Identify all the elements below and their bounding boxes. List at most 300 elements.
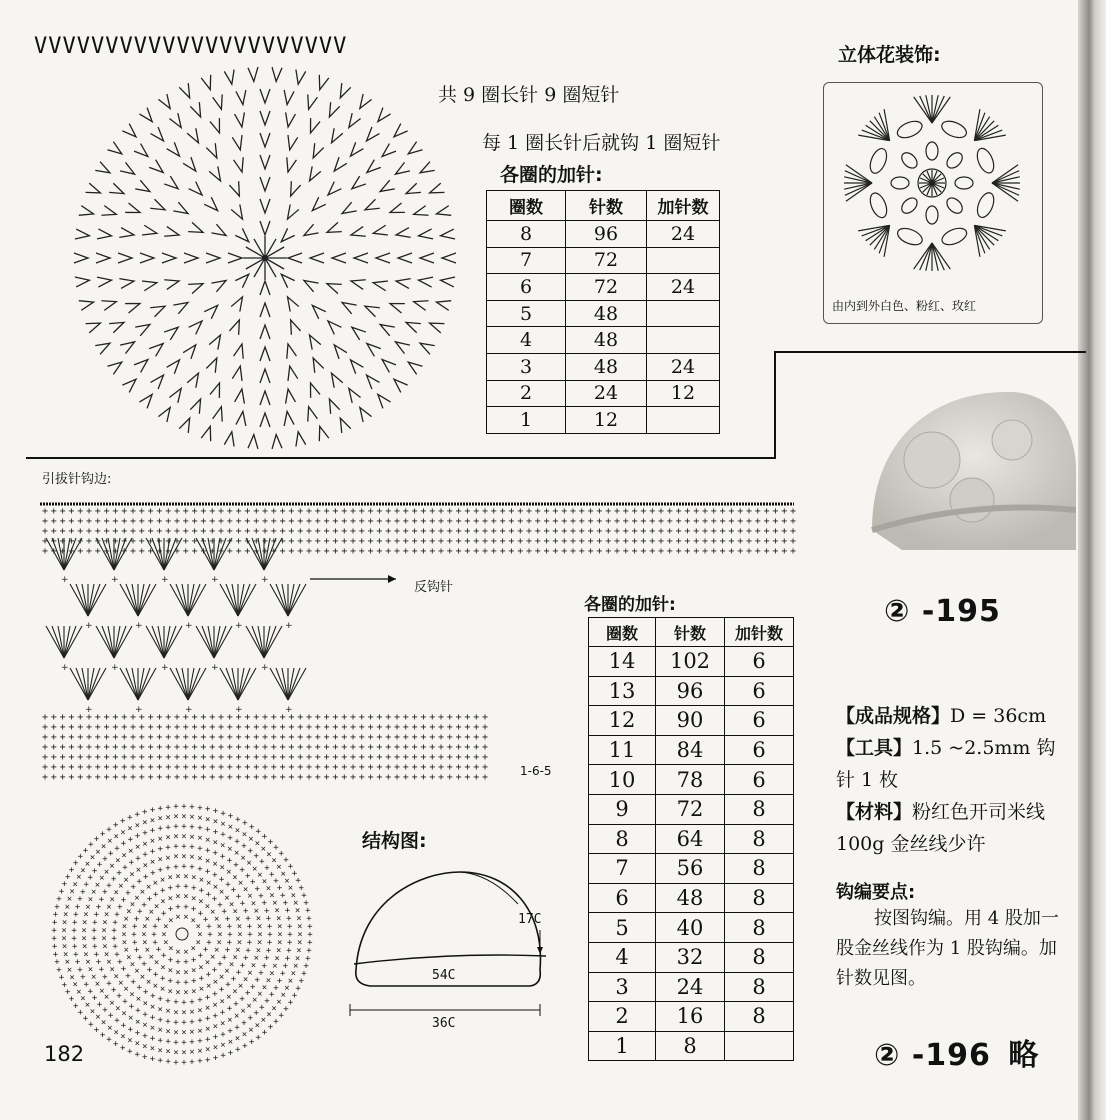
spec-block (836, 700, 1076, 860)
sc-mark: + (112, 506, 119, 517)
round-stitch-mark: × (266, 850, 272, 861)
round-stitch-mark: × (103, 867, 110, 878)
sc-mark: + (59, 752, 66, 763)
sc-mark: + (367, 506, 374, 517)
cell-round: 10 (589, 765, 656, 795)
sc-mark: + (200, 772, 207, 783)
round-stitch-mark: + (58, 972, 65, 983)
round-stitch-mark: × (265, 883, 272, 894)
round-stitch-mark: × (76, 872, 82, 883)
sc-mark: + (138, 752, 145, 763)
sc-mark: + (42, 722, 49, 733)
fan-stitch (252, 626, 264, 658)
cell-round: 8 (487, 221, 566, 248)
round-stitch-mark: + (175, 957, 181, 968)
sc-mark: + (103, 742, 110, 753)
round-stitch-mark: + (306, 914, 312, 925)
sc-mark: + (103, 712, 110, 723)
round-stitch-mark: + (197, 908, 204, 919)
round-stitch-mark: + (239, 865, 245, 876)
sc-mark: + (138, 762, 145, 773)
sc-mark: + (394, 762, 401, 773)
round-stitch-mark: + (155, 914, 162, 925)
round-stitch-mark: + (127, 1024, 134, 1035)
round-stitch-mark: + (157, 1035, 163, 1046)
sc-mark: + (297, 722, 304, 733)
v-stitch (378, 180, 395, 196)
sc-mark: + (367, 536, 374, 547)
sc-mark: + (50, 722, 57, 733)
sc-mark: + (253, 712, 260, 723)
round-stitch-mark: + (247, 1013, 253, 1024)
sc-mark: + (411, 732, 418, 743)
round-stitch-mark: + (242, 1041, 248, 1052)
sc-mark: + (191, 546, 198, 557)
sc-mark: + (50, 732, 57, 743)
round-stitch-mark: + (56, 894, 62, 905)
sc-mark: + (622, 536, 629, 547)
sc-mark: + (473, 772, 480, 783)
round-stitch-mark: × (183, 947, 189, 958)
round-stitch-mark: + (197, 1016, 203, 1027)
sc-mark: + (262, 526, 269, 537)
round-stitch-mark: × (237, 878, 244, 889)
cell-increase: 6 (725, 735, 794, 765)
round-stitch-mark: × (227, 822, 234, 833)
v-stitch (305, 333, 321, 350)
round-stitch-mark: × (213, 945, 220, 956)
sc-mark: + (306, 732, 313, 743)
sc-mark: + (244, 742, 251, 753)
round-stitch-mark: × (198, 984, 205, 995)
sc-mark: + (446, 722, 453, 733)
round-stitch-mark: × (61, 934, 67, 944)
round-stitch-mark: + (135, 853, 141, 864)
round-stitch-mark: × (254, 839, 261, 850)
sc-mark: + (218, 772, 225, 783)
round-stitch-mark: + (248, 822, 255, 833)
sc-mark: + (50, 506, 57, 517)
round-stitch-mark: + (261, 961, 267, 972)
round-stitch-mark: + (165, 863, 171, 874)
cell-round: 5 (589, 913, 656, 943)
round-stitch-mark: + (159, 886, 166, 896)
round-stitch-mark: × (165, 812, 171, 823)
sc-mark: + (262, 712, 269, 723)
round-stitch-mark: × (66, 894, 73, 905)
sc-mark: + (59, 762, 66, 773)
table-row (589, 883, 794, 913)
sc-mark: + (86, 506, 93, 517)
round-stitch-mark: + (167, 883, 173, 894)
round-stitch-mark: × (190, 944, 196, 955)
sc-mark: + (552, 506, 559, 517)
sc-mark: + (306, 772, 313, 783)
sc-mark: + (367, 762, 374, 773)
round-stitch-mark: + (128, 858, 135, 869)
sc-mark: + (341, 546, 348, 557)
round-stitch-mark: × (217, 930, 223, 940)
v-stitch (288, 253, 302, 263)
sc-mark: + (719, 506, 726, 517)
sc-mark: + (130, 712, 137, 723)
sc-mark: + (402, 536, 409, 547)
round-stitch-mark: × (109, 998, 115, 1009)
cell-stitches: 84 (656, 735, 725, 765)
round-stitch-mark: × (87, 894, 94, 905)
sc-mark: + (631, 516, 638, 527)
round-stitch-mark: × (197, 1026, 203, 1037)
v-stitch (235, 271, 252, 288)
v-stitch (379, 144, 396, 161)
round-stitch-mark: × (204, 1003, 211, 1014)
sc-mark: + (693, 506, 700, 517)
round-stitch-mark: × (189, 852, 195, 863)
sc-mark: + (297, 752, 304, 763)
sc-mark: + (253, 516, 260, 527)
cell-round: 2 (589, 1002, 656, 1032)
round-stitch-mark: + (284, 953, 291, 964)
round-stitch-mark: + (276, 883, 283, 894)
round-stitch-mark: × (90, 972, 97, 983)
round-stitch-mark: × (175, 987, 181, 998)
round-stitch-mark: + (242, 818, 248, 829)
sc-mark: + (455, 722, 462, 733)
hat-photo (862, 380, 1076, 550)
v-stitch (173, 202, 190, 218)
header-increase: 加针数 (647, 191, 720, 221)
v-stitch (282, 411, 294, 426)
sc-mark: + (244, 526, 251, 537)
v-stitch (228, 253, 242, 263)
v-stitch (96, 253, 110, 263)
sc-mark: + (323, 742, 330, 753)
sc-mark: + (658, 506, 665, 517)
sc-mark: + (614, 526, 621, 537)
sc-mark: + (270, 772, 277, 783)
round-stitch-mark: × (257, 870, 263, 881)
v-stitch (271, 67, 282, 82)
sc-mark: + (614, 536, 621, 547)
sc-mark: + (86, 732, 93, 743)
round-stitch-mark: × (181, 852, 187, 862)
sc-mark: + (350, 516, 357, 527)
sc-mark: + (385, 516, 392, 527)
round-stitch-mark: × (197, 833, 203, 844)
v-stitch (134, 144, 151, 161)
round-stitch-mark: + (133, 945, 140, 956)
sc-mark: + (218, 762, 225, 773)
sc-mark: + (50, 772, 57, 783)
sc-mark: + (605, 546, 612, 557)
round-stitch-mark: × (246, 1001, 252, 1012)
flower-middle-loop (974, 146, 997, 175)
sc-mark: + (288, 526, 295, 537)
round-stitch-mark: × (159, 984, 166, 995)
sc-mark: + (226, 526, 233, 537)
sc-mark: + (631, 506, 638, 517)
sc-mark: + (385, 742, 392, 753)
sc-mark: + (218, 516, 225, 527)
v-stitch (345, 113, 361, 130)
round-stitch-mark: × (127, 1013, 134, 1024)
round-stitch-mark: × (129, 960, 136, 971)
sc-mark: + (182, 762, 189, 773)
round-stitch-mark: + (77, 965, 83, 976)
round-stitch-mark: + (173, 862, 179, 873)
v-stitch (97, 229, 112, 241)
sc-mark: + (394, 752, 401, 763)
sc-mark: + (508, 526, 515, 537)
sc-mark: + (103, 536, 110, 547)
v-stitch (345, 386, 361, 403)
sc-mark: + (218, 546, 225, 557)
sc-mark: + (420, 546, 427, 557)
sc-mark: + (94, 752, 101, 763)
round-stitch-mark: + (197, 864, 203, 875)
sc-mark: + (420, 526, 427, 537)
v-stitch (309, 143, 324, 160)
round-stitch-mark: × (242, 884, 249, 895)
round-stitch-mark: + (137, 952, 143, 963)
round-stitch-mark: + (282, 961, 289, 972)
sc-mark: + (112, 516, 119, 527)
v-stitch (236, 90, 248, 105)
slip-stitch-label: 引拔针钩边: (42, 472, 112, 487)
round-stitch-mark: × (212, 1000, 218, 1011)
sc-mark: + (297, 546, 304, 557)
sc-mark: + (244, 732, 251, 743)
round-stitch-mark: + (241, 841, 247, 852)
sc-mark: + (473, 742, 480, 753)
round-stitch-mark: × (296, 945, 302, 956)
v-stitch (420, 253, 434, 263)
cell-round: 2 (487, 380, 566, 407)
round-stitch-mark: + (291, 868, 298, 879)
round-stitch-mark: + (204, 993, 211, 1003)
round-stitch-mark: + (303, 898, 309, 909)
v-stitch (150, 302, 167, 317)
sc-mark: + (244, 506, 251, 517)
round-stitch-mark: × (235, 945, 241, 956)
round-stitch-mark: + (117, 957, 123, 968)
sc-mark: + (253, 526, 260, 537)
round-stitch-mark: + (181, 802, 187, 812)
round-stitch-mark: + (283, 1004, 289, 1015)
sc-mark: + (473, 722, 480, 733)
round-stitch-mark: + (92, 918, 98, 928)
flower-inner-petal (944, 150, 965, 171)
round-stitch-mark: + (131, 930, 137, 940)
sc-mark: + (341, 772, 348, 783)
cell-increase: 6 (725, 706, 794, 736)
round-stitch-mark: × (218, 887, 225, 898)
fan-stitch (138, 584, 150, 616)
v-stitch (293, 69, 305, 85)
round-stitch-mark: + (189, 1017, 195, 1028)
round-stitch-mark: × (157, 1025, 163, 1036)
sc-mark: + (156, 752, 163, 763)
sc-mark: + (226, 732, 233, 743)
round-stitch-mark: + (212, 848, 218, 859)
v-stitch (189, 317, 206, 334)
v-stitch (364, 160, 381, 177)
sc-mark: + (561, 546, 568, 557)
round-stitch-mark: × (142, 861, 149, 872)
sc-mark: + (314, 516, 321, 527)
v-stitch (325, 102, 340, 119)
sc-mark: + (358, 772, 365, 783)
round-stitch-mark: + (135, 1006, 141, 1017)
round-stitch-mark: × (134, 1039, 141, 1050)
v-stitch (206, 253, 220, 263)
sc-mark: + (191, 772, 198, 783)
cell-stitches: 96 (566, 221, 647, 248)
sc-mark: + (429, 546, 436, 557)
v-stitch (204, 197, 221, 214)
v-stitch (372, 225, 388, 238)
sc-mark: + (59, 772, 66, 783)
round-stitch-mark: × (242, 975, 249, 986)
fan-base-mark: + (211, 575, 219, 585)
sc-mark: + (50, 712, 57, 723)
round-stitch-mark: × (121, 930, 127, 940)
sc-mark: + (103, 526, 110, 537)
v-stitch (107, 358, 124, 374)
page-number: 182 (44, 1042, 85, 1066)
v-stitch (235, 112, 247, 128)
round-stitch-mark: × (197, 930, 203, 940)
round-stitch-mark: + (91, 926, 97, 936)
sc-mark: + (42, 526, 49, 537)
round-stitch-mark: + (241, 1018, 247, 1029)
sc-mark: + (728, 506, 735, 517)
sc-mark: + (385, 712, 392, 723)
round-stitch-mark: × (181, 1048, 187, 1058)
round-stitch-mark: × (212, 816, 219, 827)
round-stitch-mark: × (255, 914, 262, 924)
sc-mark: + (543, 506, 550, 517)
sc-mark: + (341, 526, 348, 537)
sc-mark: + (50, 526, 57, 537)
sc-mark: + (112, 722, 119, 733)
round-stitch-mark: × (175, 872, 181, 883)
round-stitch-mark: × (216, 937, 222, 948)
sc-mark: + (191, 732, 198, 743)
round-stitch-mark: + (102, 972, 108, 983)
round-stitch-mark: × (227, 1037, 234, 1048)
sc-mark: + (226, 772, 233, 783)
round-stitch-mark: + (273, 1016, 279, 1027)
sc-mark: + (103, 516, 110, 527)
v-stitch (229, 318, 244, 335)
sc-mark: + (182, 752, 189, 763)
sc-mark: + (77, 732, 84, 743)
round-stitch-mark: × (120, 827, 126, 838)
round-stitch-mark: × (121, 851, 127, 861)
sc-mark: + (658, 516, 665, 527)
round-stitch-mark: + (233, 999, 239, 1010)
sc-mark: + (182, 536, 189, 547)
round-stitch-mark: + (220, 830, 226, 840)
sc-mark: + (358, 752, 365, 763)
sc-mark: + (279, 742, 286, 753)
round-stitch-mark: × (296, 914, 302, 925)
sc-mark: + (473, 762, 480, 773)
sc-mark: + (191, 506, 198, 517)
round-stitch-mark: + (127, 835, 134, 846)
round-stitch-mark: + (152, 970, 159, 981)
round-stitch-mark: + (266, 938, 273, 948)
v-stitch (364, 340, 381, 357)
round-stitch-mark: + (291, 991, 298, 1002)
round-stitch-mark: + (167, 955, 174, 966)
sc-mark: + (253, 506, 260, 517)
round-stitch-mark: × (183, 967, 189, 978)
round-stitch-mark: × (204, 901, 211, 912)
sc-mark: + (746, 516, 753, 527)
sc-mark: + (77, 536, 84, 547)
round-stitch-mark: × (113, 888, 119, 899)
sc-mark: + (138, 546, 145, 557)
round-stitch-mark: + (88, 1019, 94, 1030)
sc-mark: + (473, 712, 480, 723)
sc-mark: + (262, 536, 269, 547)
sc-mark: + (402, 722, 409, 733)
sc-mark: + (464, 536, 471, 547)
sc-mark: + (438, 752, 445, 763)
v-stitch (278, 228, 295, 245)
round-stitch-mark: × (261, 877, 268, 887)
sc-mark: + (121, 526, 128, 537)
sc-mark: + (622, 516, 629, 527)
sc-mark: + (68, 506, 75, 517)
sc-mark: + (438, 536, 445, 547)
v-stitch (405, 358, 422, 374)
sc-mark: + (367, 526, 374, 537)
sc-mark: + (138, 722, 145, 733)
sc-mark: + (772, 546, 779, 557)
v-stitch (260, 199, 270, 213)
round-stitch-mark: + (306, 945, 312, 956)
round-stitch-mark: × (212, 859, 218, 870)
round-stitch-mark: + (152, 937, 158, 948)
sc-mark: + (552, 536, 559, 547)
sc-mark: + (42, 546, 49, 557)
round-stitch-mark: + (197, 843, 203, 854)
sc-mark: + (464, 712, 471, 723)
cell-increase: 8 (725, 1002, 794, 1032)
fan-base-mark: + (235, 705, 243, 715)
round-stitch-mark: × (253, 906, 260, 917)
round-stitch-mark: + (295, 984, 301, 994)
v-stitch (378, 320, 395, 336)
sc-mark: + (94, 526, 101, 537)
v-stitch (232, 365, 245, 381)
v-stitch (324, 317, 341, 334)
round-stitch-mark: + (157, 803, 163, 814)
sc-mark: + (156, 772, 163, 783)
v-stitch (283, 157, 296, 173)
flower-middle-loop (895, 118, 924, 141)
round-stitch-mark: + (212, 806, 219, 817)
round-stitch-mark: + (181, 1058, 187, 1068)
label-36c: 36C (432, 1016, 456, 1031)
sc-mark: + (209, 722, 216, 733)
round-stitch-mark: × (204, 835, 211, 846)
sc-mark: + (411, 712, 418, 723)
round-stitch-mark: + (142, 850, 148, 861)
